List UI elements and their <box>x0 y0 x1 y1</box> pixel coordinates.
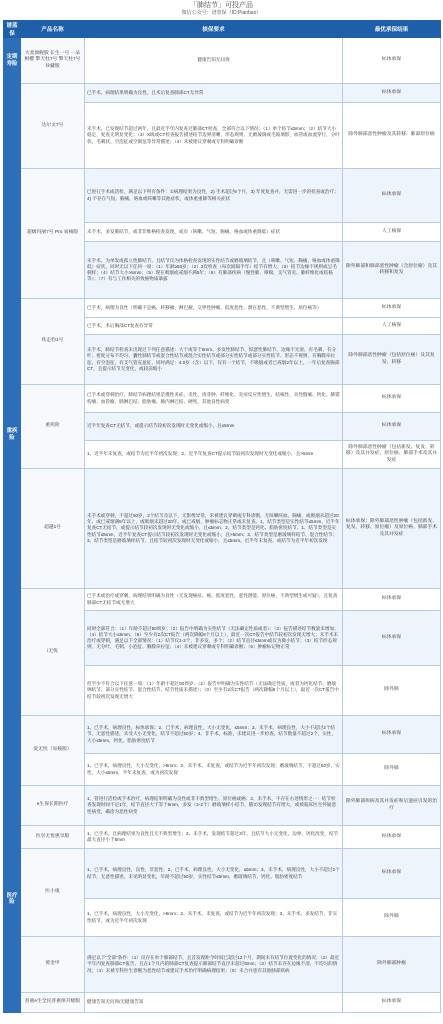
category-critical-illness: 重疾险 <box>4 84 21 786</box>
page-title: 「肺结节」可投产品 <box>190 2 253 9</box>
product-name: 重疾险 <box>21 385 85 469</box>
category-medical: 医疗险 <box>4 786 21 1013</box>
result-text: 除外肺部肿瘤 <box>343 937 441 993</box>
requirement-text: 已手术，病理结果明确为良性，且术后复查肺部CT无异常 <box>85 84 343 103</box>
result-text: 除外肺部疾病及其并发症和后遗症引发的治疗 <box>343 786 441 826</box>
product-name: i无忧 <box>21 589 85 716</box>
product-name: 爱无忧（易核版） <box>21 716 85 786</box>
product-name: 医小康 <box>21 849 85 937</box>
product-name: 疾走豹1号 <box>21 299 85 385</box>
header-product: 产品名称 <box>21 21 85 38</box>
requirement-text: 未手术或穿刺，不超过50岁，2个结节及以下，无影像异常，未被建议穿刺或专科诊断，无咳嗽咳血、胸痛，或吸烟未超过20年、或已戒烟满5年以上，或吸烟未超过20年、或已戒烟，肿瘤标志物正常或未复查。1、结节类型是实性结节≤5mm、近半年复查CT无结节，或提示结节较初次发现时无变化或缩小，且≤5mm；2、结节类型是钙化、脂肪密度结节。1、结节类型是实性结节≤5mm，近半年复查CT提示结节较初次发现时无变化或缩小，且>5mm；2、结节类型是磨玻璃样结节、混合性结节；3、结节类型是磨玻璃样结节，且结节较初次发现时无变化或缩小，且≤5mm。近半年未复查，或结节为近半年初次发现 <box>85 469 343 589</box>
product-name: 黄金甲 <box>21 937 85 993</box>
result-text: 除外肺 <box>343 899 441 937</box>
result-text: 除外肺部和肺部恶性肿瘤（含原位瘤）及其转移和复发 <box>343 242 441 299</box>
result-text: 标体承保 <box>343 413 441 441</box>
product-name: 超越1号 <box>21 469 85 589</box>
header-category: 谱蓝保 <box>4 21 21 38</box>
requirement-text: 1、近半年未复查，或结节为近半年初次发现；2、近半年复查CT提示结节较初次发现时无变化或缩小，且>5mm <box>85 441 343 469</box>
product-name: e生保长期医疗 <box>21 786 85 826</box>
requirement-text: 但至少不符合以下任意一项：（1）年龄不超过50周岁；（2）报告中明确为实性结节（无法确定性质，或者为钙化结节、磨玻璃结节、部分实性结节、混合性结节、结节性质未描述）；（3）至少有2次CT报告（两次降幅6个月以上），最近一次CT报告中结节较初次发现无增大 <box>85 666 343 716</box>
result-text: 标体承保 <box>343 84 441 103</box>
result-text: 人工核保 <box>343 223 441 242</box>
header-requirement: 核保要求 <box>85 21 343 38</box>
product-name: 医享无忧惠享版 <box>21 826 85 849</box>
result-text: 除外肺部恶性肿瘤（包括原位癌）及其复发、转移 <box>343 335 441 385</box>
result-text: 标体承保 <box>343 299 441 318</box>
result-text: 除外肺部恶性肿瘤（包括新发、复发、转移）及其并发症，原位癌、肺部手术及其并发症 <box>343 441 441 469</box>
product-table <box>3 20 441 1013</box>
requirement-text: 满足以下“全部”条件：（1）仅存在单个肺部结节，且首发现距今时间已超过12个月，期间未有结节位置变化的情况；（2）最近半年内复查肺部CT报告，且在1个月内的肺部CT复查提示肺部结节直径未超过6mm；（3）结节未存在边缘不清、不均匀的情况；（4）未被专科医生诊断为恶性结节或建议手术治疗明确病理结果；（5）未合并患有其他肺部疾病 <box>85 937 343 993</box>
result-text: 标体承保 <box>343 849 441 899</box>
result-text: 标体承保 <box>343 716 441 754</box>
requirement-text: 1、已手术，病理良性，良性，非恶性；2、已手术，病理良性，大小无变化，≤5mm；3、未手术，病理良性，大小不超过2个结节，无恶性描述，未见明显变化，年龄不超过50岁，实性结节≤5mm，磨玻璃结节，钙化、脂肪密度结节 <box>85 849 343 899</box>
result-text: 标体承保；除外肺部恶性肿瘤（包括新发、复发、转移、原位瘤）及原位癌、肺部手术及其并发症 <box>343 469 441 589</box>
requirement-text: 近半年复查CT无结节，或提示结节较初次发现时无变化或缩小，且≤5mm <box>85 413 343 441</box>
requirement-text: 1、已手术，病理良性，标体承保；2、已手术，病理良性，大小无变化，≤5mm；3、未手术，病理良性，大小不超过2个结节，无恶性描述，未受大小无变化，结节不超过50岁；4、非手术，标准，未建议进一步检查，结节数量不超过2个，实性，大小≤5mm，钙化，脂肪密度结节 <box>85 716 343 754</box>
category-term-life: 定期寿险 <box>4 38 21 84</box>
requirement-text: 已手术，术后胸部CT复查有异常 <box>85 318 343 335</box>
requirement-text: 未手术，为单发或孤立性肺结节，且结节仅为体格检查发现的实性结节或磨玻璃结节，且（咳嗽、气短、胸痛、咯血或体重降低）症状，同时无以下任何一项：（1）年龄≥50岁；（2）2次检查（每次间隔半年）结节有增大；（3）结节边缘不规则或呈毛刺样；（4）结节大小>5mm；（5）现在吸烟或戒烟不满5年；（6）有肺部疾病（慢性肺、哮喘、支气管炎、肺纤维化或结核等）；（7）有与工作相关的致癌物质暴露 <box>85 242 343 299</box>
requirement-text: 未手术，已发现结节超过两年，且最近半年内复查过肺部CT检查，全部符合以下情况：（1）单个结节≤5mm；（2）结节大小稳定，复查无明显变化；（3）X线或CT检查报告描述结节边界清晰，形态规则，无磨玻璃或毛玻璃影，血管或血流穿行，分叶状、毛刺状、空泡征或空洞征等异常描述；（4）未被建议穿刺或专科明确诊断 <box>85 103 343 169</box>
page-subtitle: 微信公众号：谱蓝保（ID:Pianbao） <box>181 10 262 16</box>
product-name: 大麦旗舰版 长生一号 一朵相樱 擎天柱7号 擎天柱7号珍藏版 <box>21 38 85 84</box>
requirement-text: 1、已手术，且病理结果为良性且无不典型增生；2、未手术，发现结节超过3年，且结节大小无变化，边界、钙化改变，结节最大直径小于5mm <box>85 826 343 849</box>
result-text: 标体承保 <box>343 589 441 611</box>
result-text: 标体承保 <box>343 826 441 849</box>
requirement-text: 同时全部符合：（1）年龄不超过50周岁；（2）报告中明确为实性结节（无法确定性质或者）；（3）报告描述结节数量未增加；（4）结节大小≤5mm；（5）至少有2次CT报告（两次降幅6个月以上），最近一次CT报告中结节较初次发现无增大；未手术未治疗或穿刺，满足以下全部情况：（1）结节仅1-2个，非多发、多个；（2）结节直径≤5mm或仅为微小结节；（3）结节形态规则，无分叶、毛刺、小泡征、胸膜牵拉征；（4）未被建议穿刺或专科明确诊断；（5）肿瘤标记物正常 <box>85 611 343 666</box>
result-text: 标体承保 <box>343 993 441 1013</box>
product-name: 普惠e生全民普惠保升级版 <box>21 993 85 1013</box>
requirement-text: 未手术，肺结节检查未出现过下列任意描述：大于或等于6mm、多发性肺结节、惊瑟性肺结节、边缘不光滑、有毛刺、有分叶、密度分布不均匀、囊性肺结节或混合性结节或混合实性结节或部分实性结节或部分实性结节、形态不规则、有胸膜牵拉征、有空泡征、有支气管充盈征，同时满足：4.0岁（含）以下，仅有一个结节，不吸烟或者已戒烟2年以上，一年后复查胸部CT，且提示结节无变化，或较前缩小 <box>85 335 343 385</box>
requirement-text: 健康告知无问询/无健康告知 <box>85 993 343 1013</box>
requirement-text: 1、曾进行活检或手术治疗，病理结果明确为良性或非不典型增生、原位癌或癌；2、未手术，不存在右述情形之一：结节检查发现时间不足1年，结节直径大于等于6mm，多发（2-2个）磨玻璃样小结节，随访发现结节有增大，或被临床医生怀疑恶性病变，确诊为恶性病变 <box>85 786 343 826</box>
result-text: 标体承保 <box>343 38 441 84</box>
result-text: 标体承保 <box>343 169 441 223</box>
requirement-text: 健康告知无问询 <box>85 38 343 84</box>
product-name: 超级玛丽7号 Pro 易核版 <box>21 169 85 299</box>
requirement-text: 已手术或穿刺治疗，肺结节病理结果是慢性炎症、炎性、肉芽肿、纤维化、炎症反应性增生、结核性、炎性假瘤、钙化、肺错构瘤、血管瘤、肺淋巴结、脂肪瘤、肺内淋巴结、硬死、其他良性病变 <box>85 385 343 413</box>
requirement-text: 已进行手术或活检，满足以下所有条件：①病理结果为良性，2) 手术超过6个月，3) 年度复查并，无需进一步的检查或治疗；4) 不存在气短、胸痛、咯血或咳嗽等其他症状，或体重重降等相关症状 <box>85 169 343 223</box>
product-name: 达尔文7号 <box>21 84 85 169</box>
requirement-text: 未手术，多发肺结节，或非非维格检查发现，或有（咳嗽、气短、胸痛、咯血或体重降低）症状 <box>85 223 343 242</box>
result-text: 除外肺 <box>343 754 441 786</box>
requirement-text: 已手术或治疗或穿刺，病理结果明确为良性（无发现癌症、癌、低度恶性、恶性潜能、原位癌、不典型增生或可疑），且复查肺部CT无结节或无增大 <box>85 589 343 611</box>
table-header <box>4 21 441 38</box>
result-text: 除外肺 <box>343 666 441 716</box>
header-result: 最优承保结果 <box>343 21 441 38</box>
result-text: 标体承保 <box>343 385 441 413</box>
requirement-text: 1、已手术，病理良性，大小无变化，>5mm；2、未手术，未复查，或结节为近半年初次发现；磨玻璃结节，不超过50岁，实性，大小≤5mm，半年未复查，或为初次发现 <box>85 754 343 786</box>
result-text: 人工核保 <box>343 318 441 335</box>
requirement-text: 1、已手术，病理良性，大小无变化，>5mm；2、未手术，未复查，或结节为近半年初次发现；3、未手术，多发结节，非实性结节，或为近半年初次发现 <box>85 899 343 937</box>
result-text: 标体承保 <box>343 611 441 666</box>
requirement-text: 已手术，病理为良性（明确不是癌、转移瘤、淋巴瘤，交界性肿瘤、低度恶性、潜在恶性、不典型增生、原位癌等） <box>85 299 343 318</box>
result-text: 除外肺部恶性肿瘤及其转移、肺部原位癌 <box>343 103 441 169</box>
